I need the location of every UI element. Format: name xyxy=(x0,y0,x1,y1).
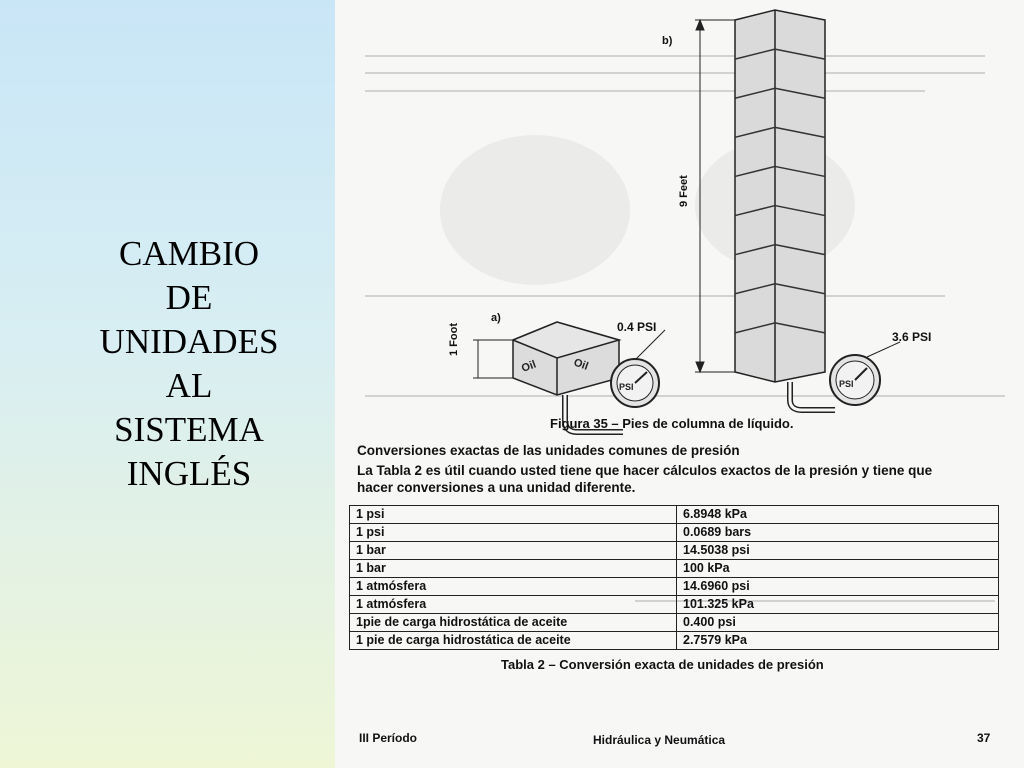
table-cell-equivalent: 101.325 kPa xyxy=(677,596,999,614)
gauge-face-label: PSI xyxy=(619,382,634,392)
table-cell-unit: 1 pie de carga hidrostática de aceite xyxy=(350,632,677,650)
table-cell-unit: 1 psi xyxy=(350,506,677,524)
title-line: CAMBIO xyxy=(118,234,260,273)
table-row xyxy=(350,542,999,560)
table-cell-equivalent: 2.7579 kPa xyxy=(677,632,999,650)
liquid-column-figure xyxy=(335,0,1024,440)
table-cell-unit: 1 bar xyxy=(350,560,677,578)
page-number: 37 xyxy=(977,731,991,745)
title-line: UNIDADES xyxy=(99,322,279,361)
table-cell-unit: 1 psi xyxy=(350,524,677,542)
height-label-9ft: 9 Feet xyxy=(678,175,690,207)
small-oil-cube xyxy=(513,322,619,395)
title-line: DE xyxy=(165,278,213,317)
section-heading: Conversiones exactas de las unidades comunes de presión xyxy=(357,443,740,458)
table-row xyxy=(350,578,999,596)
table-row xyxy=(350,560,999,578)
gauge-face-label: PSI xyxy=(839,379,854,389)
gauge-reading-b: 3.6 PSI xyxy=(892,330,932,344)
intro-text-line: hacer conversiones a una unidad diferente. xyxy=(357,480,636,495)
table-row xyxy=(350,506,999,524)
table-row xyxy=(350,524,999,542)
table-cell-equivalent: 100 kPa xyxy=(677,560,999,578)
title-line: AL xyxy=(165,366,213,405)
table-cell-equivalent: 14.6960 psi xyxy=(677,578,999,596)
slide-title xyxy=(70,232,308,496)
title-panel xyxy=(0,0,335,768)
tall-oil-column xyxy=(735,10,825,382)
footer-period: III Período xyxy=(359,731,418,745)
table-cell-unit: 1pie de carga hidrostática de aceite xyxy=(350,614,677,632)
pressure-gauge-b xyxy=(830,342,900,405)
table-cell-equivalent: 0.0689 bars xyxy=(677,524,999,542)
table-cell-equivalent: 14.5038 psi xyxy=(677,542,999,560)
table-row xyxy=(350,596,999,614)
footer-subject: Hidráulica y Neumática xyxy=(593,733,726,747)
intro-text-line: La Tabla 2 es útil cuando usted tiene que hacer cálculos exactos de la presión y tiene que xyxy=(357,463,933,478)
table-cell-unit: 1 bar xyxy=(350,542,677,560)
pressure-conversion-table xyxy=(349,505,999,650)
table-cell-unit: 1 atmósfera xyxy=(350,596,677,614)
gauge-reading-a: 0.4 PSI xyxy=(617,320,657,334)
table-cell-unit: 1 atmósfera xyxy=(350,578,677,596)
height-label-1ft: 1 Foot xyxy=(448,323,460,356)
scanned-page xyxy=(335,0,1024,768)
table-row xyxy=(350,632,999,650)
oil-label: Oil xyxy=(519,358,538,375)
title-line: INGLÉS xyxy=(126,454,252,493)
figure-label-a: a) xyxy=(491,312,501,324)
pipe-b xyxy=(790,382,835,410)
height-dimension-9ft xyxy=(695,20,735,372)
height-dimension-1ft xyxy=(473,340,513,378)
table-caption: Tabla 2 – Conversión exacta de unidades de presión xyxy=(501,657,824,672)
figure-label-b: b) xyxy=(662,35,673,47)
title-line: SISTEMA xyxy=(114,410,264,449)
table-cell-equivalent: 6.8948 kPa xyxy=(677,506,999,524)
table-cell-equivalent: 0.400 psi xyxy=(677,614,999,632)
pipe-b-inner xyxy=(790,382,835,410)
oil-label: Oil xyxy=(571,356,590,373)
figure-caption: Figura 35 – Pies de columna de líquido. xyxy=(550,416,794,431)
table-row xyxy=(350,614,999,632)
